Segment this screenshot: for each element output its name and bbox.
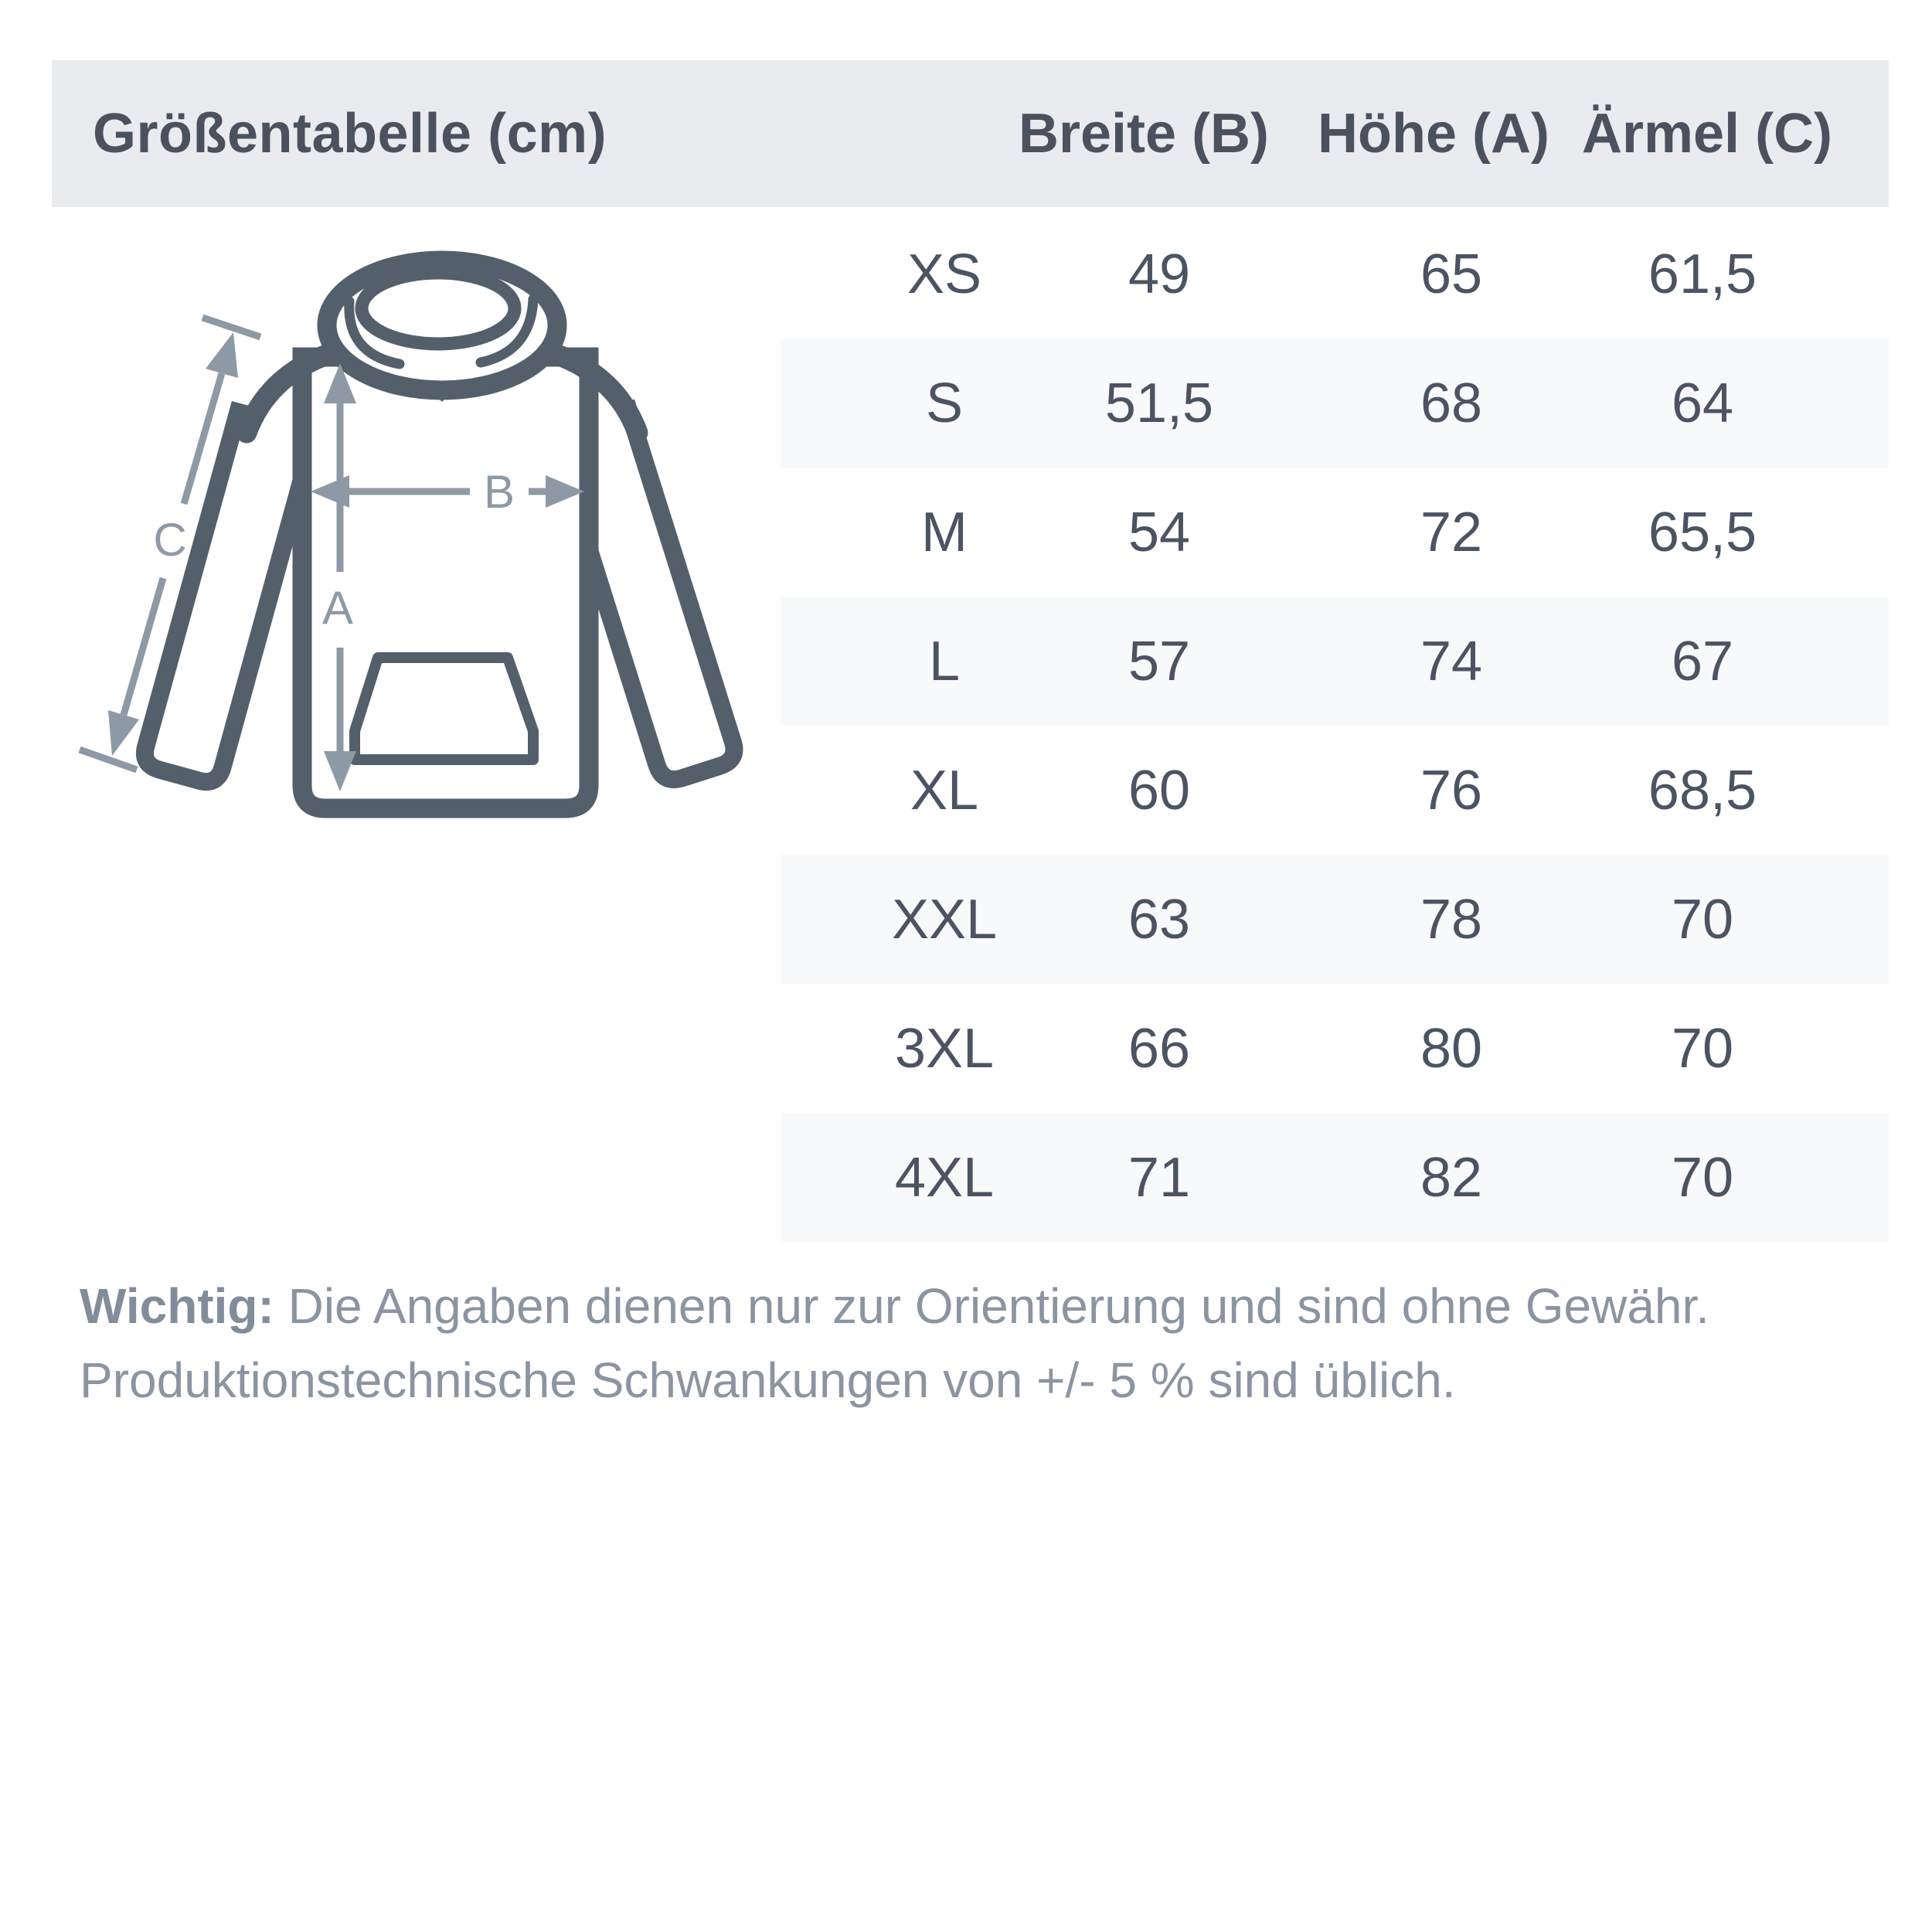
column-header-aermel: Ärmel (C): [1581, 103, 1833, 165]
hoehe-value: 68: [1420, 372, 1483, 434]
aermel-value: 61,5: [1648, 243, 1757, 305]
aermel-value: 70: [1671, 888, 1734, 951]
breite-value: 54: [1128, 501, 1191, 563]
sleeve-arrow-cap-bottom: [80, 750, 137, 770]
size-label: 4XL: [894, 1146, 995, 1209]
hoehe-value: 65: [1420, 243, 1483, 305]
size-label: L: [928, 630, 961, 692]
hoehe-value: 80: [1420, 1017, 1483, 1080]
size-label: XXL: [891, 888, 998, 951]
breite-value: 49: [1128, 243, 1191, 305]
disclaimer-line-2: Produktionstechnische Schwankungen von +/- 5 % sind üblich.: [80, 1352, 1456, 1408]
hood-inner-ring: [362, 273, 515, 344]
table-row: [781, 726, 1889, 855]
table-row: [781, 984, 1889, 1113]
breite-value: 63: [1128, 888, 1191, 951]
table-row: [781, 338, 1889, 468]
hoodie-left-sleeve: [145, 403, 317, 782]
aermel-value: 65,5: [1648, 501, 1757, 563]
column-header-breite: Breite (B): [1018, 103, 1270, 165]
size-label: 3XL: [894, 1017, 995, 1080]
label-c: C: [153, 514, 187, 566]
sleeve-arrow-head-bottom: [108, 710, 139, 756]
disclaimer-line-1: [80, 1269, 1872, 1343]
label-b: B: [483, 466, 515, 518]
hoehe-value: 72: [1420, 501, 1483, 563]
disclaimer-prefix: Wichtig:: [80, 1278, 274, 1334]
size-label: M: [921, 501, 968, 563]
aermel-value: 64: [1671, 372, 1734, 434]
breite-value: 51,5: [1104, 372, 1214, 434]
breite-value: 66: [1128, 1017, 1191, 1080]
aermel-value: 68,5: [1648, 759, 1757, 821]
hoehe-value: 82: [1420, 1146, 1483, 1209]
disclaimer-note: [80, 1269, 1872, 1417]
size-label: XS: [906, 243, 982, 305]
sleeve-arrow-head-top: [206, 332, 238, 378]
breite-value: 60: [1128, 759, 1191, 821]
disclaimer-text-1: Die Angaben dienen nur zur Orientierung und sind ohne Gewähr.: [274, 1278, 1710, 1334]
hoehe-value: 76: [1420, 759, 1483, 821]
sleeve-arrow-cap-top: [202, 318, 260, 337]
size-label: XL: [910, 759, 979, 821]
breite-value: 71: [1128, 1146, 1191, 1209]
table-row: [781, 468, 1889, 597]
table-row: [781, 597, 1889, 726]
label-a: A: [321, 582, 354, 634]
aermel-value: 67: [1671, 630, 1734, 692]
page-title: Größentabelle (cm): [93, 103, 607, 165]
size-label: S: [925, 372, 964, 434]
hoehe-value: 74: [1420, 630, 1483, 692]
table-row: [781, 1113, 1889, 1242]
aermel-value: 70: [1671, 1146, 1734, 1209]
hoodie-pocket: [355, 658, 533, 760]
column-header-hoehe: Höhe (A): [1318, 103, 1549, 165]
aermel-value: 70: [1671, 1017, 1734, 1080]
hoehe-value: 78: [1420, 888, 1483, 951]
breite-value: 57: [1128, 630, 1191, 692]
hoodie-diagram: [0, 0, 819, 889]
table-row: [781, 855, 1889, 984]
table-row: [781, 209, 1889, 338]
